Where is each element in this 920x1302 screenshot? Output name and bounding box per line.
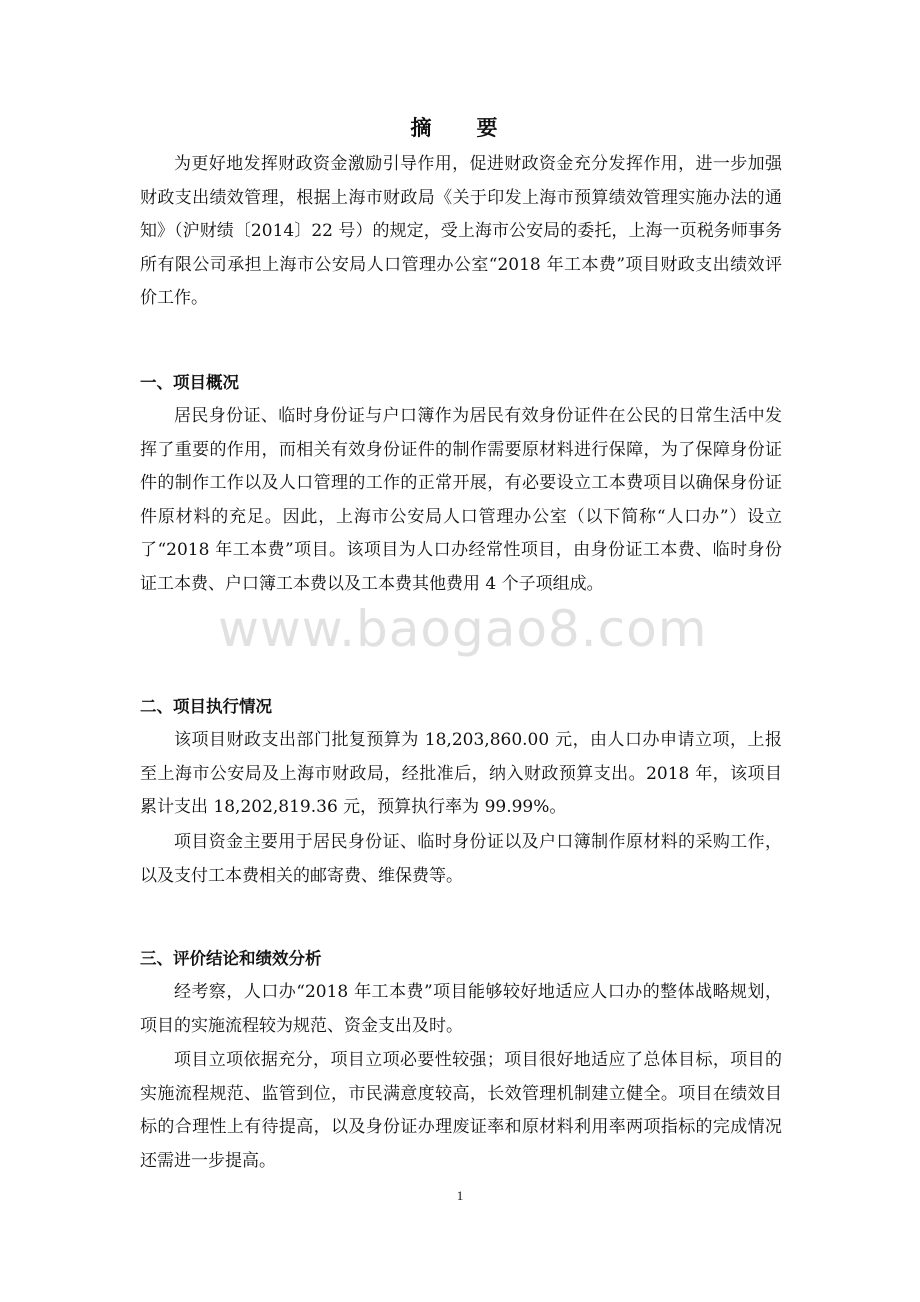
section-execution-paragraph-1: 该项目财政支出部门批复预算为 18,203,860.00 元，由人口办申请立项，上报至上海市公安局及上海市财政局，经批准后，纳入财政预算支出。2018 年，该项目累计支出 18,202,819.36 元，预算执行率为 99.99%。	[140, 730, 782, 818]
section-conclusion-paragraph-2: 项目立项依据充分，项目立项必要性较强；项目很好地适应了总体目标，项目的实施流程规范、监管到位，市民满意度较高，长效管理机制建立健全。项目在绩效目标的合理性上有待提高，以及身份证办理废证率和原材料利用率两项指标的完成情况还需进一步提高。	[140, 1050, 782, 1171]
section-conclusion-paragraph-1: 经考察，人口办“2018 年工本费”项目能够较好地适应人口办的整体战略规划，项目的实施流程较为规范、资金支出及时。	[140, 982, 782, 1036]
section-execution-paragraph-2: 项目资金主要用于居民身份证、临时身份证以及户口簿制作原材料的采购工作，以及支付工本费相关的邮寄费、维保费等。	[140, 832, 782, 886]
page-number: 1	[456, 1188, 464, 1203]
section-overview-paragraph: 居民身份证、临时身份证与户口簿作为居民有效身份证件在公民的日常生活中发挥了重要的作用，而相关有效身份证件的制作需要原材料进行保障，为了保障身份证件的制作工作以及人口管理的工作的正常开展，有必要设立工本费项目以确保身份证件原材料的充足。因此，上海市公安局人口管理办公室（以下简称“人口办”）设立了“2018 年工本费”项目。该项目为人口办经常性项目，由身份证工本费、临时身份证工本费、户口簿工本费以及工本费其他费用 4 个子项组成。	[140, 406, 782, 594]
section-heading-conclusion: 三、评价结论和绩效分析	[140, 949, 322, 968]
abstract-paragraph: 为更好地发挥财政资金激励引导作用，促进财政资金充分发挥作用，进一步加强财政支出绩效管理，根据上海市财政局《关于印发上海市预算绩效管理实施办法的通知》（沪财绩〔2014〕22 号）的规定，受上海市公安局的委托，上海一页税务师事务所有限公司承担上海市公安局人口管理办公室“2018 年工本费”项目财政支出绩效评价工作。	[140, 154, 782, 309]
section-heading-overview: 一、项目概况	[140, 373, 239, 392]
section-heading-execution: 二、项目执行情况	[140, 697, 272, 716]
watermark-text: www.baogao8.com	[218, 600, 708, 658]
page-title: 摘 要	[410, 116, 510, 140]
